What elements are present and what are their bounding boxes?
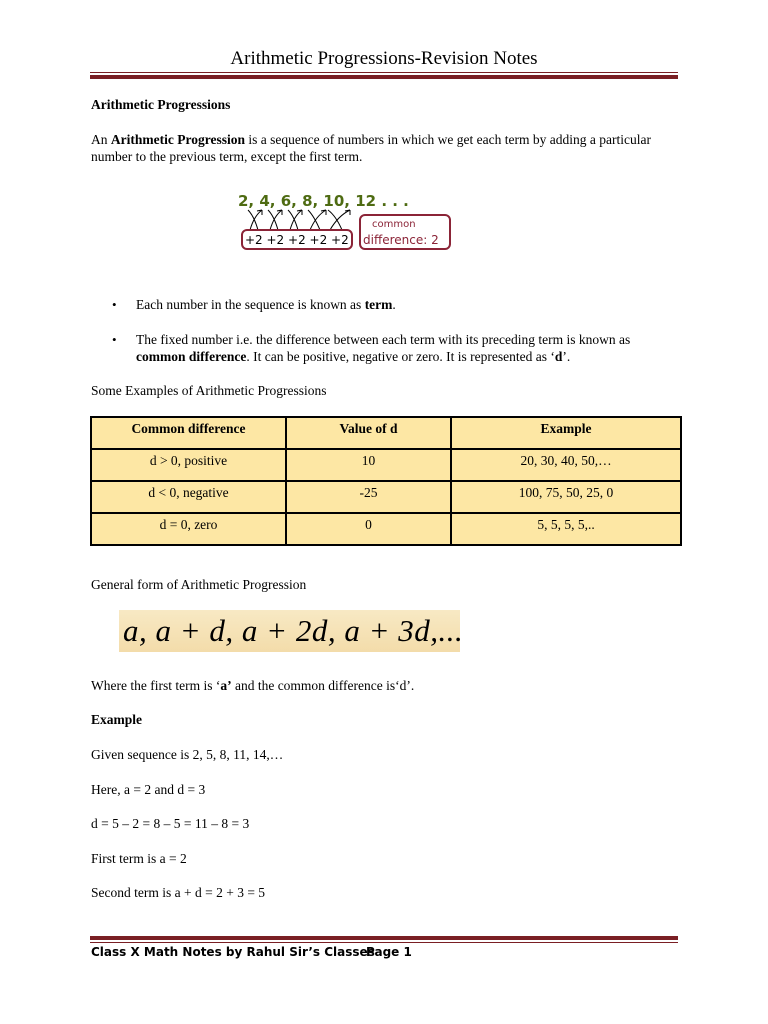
table-cell: 20, 30, 40, 50,… xyxy=(451,449,681,481)
footer-rule-thin xyxy=(90,942,678,943)
bullet-item-common-difference xyxy=(136,331,681,365)
bullet-bold: term xyxy=(364,297,393,312)
bullet-rest: . It can be positive, negative or zero. It is represented as ‘ xyxy=(246,349,555,364)
figure-box-top-text: common xyxy=(372,219,416,230)
bullet-end: . xyxy=(392,297,396,312)
bullet-marker: • xyxy=(112,332,117,347)
header-rule-thin xyxy=(90,72,678,73)
intro-prefix: An xyxy=(91,132,111,147)
table-cell: -25 xyxy=(286,481,451,513)
table-cell: d > 0, positive xyxy=(91,449,286,481)
table-cell: 5, 5, 5, 5,.. xyxy=(451,513,681,545)
table-row xyxy=(91,513,681,545)
bullet-line1: The fixed number i.e. the difference between each term with its preceding term is known as xyxy=(136,332,631,347)
table-cell: 10 xyxy=(286,449,451,481)
footer-rule-thick xyxy=(90,936,678,940)
figure-increments-text: +2 +2 +2 +2 +2 xyxy=(245,233,349,247)
bullet-text: Each number in the sequence is known as xyxy=(136,297,365,312)
table-header-cell: Common difference xyxy=(91,417,286,449)
general-form-heading: General form of Arithmetic Progression xyxy=(91,577,307,592)
header-rule-thick xyxy=(90,75,678,79)
table-header-cell: Value of d xyxy=(286,417,451,449)
where-rest: and the common difference is‘d’. xyxy=(231,678,415,693)
table-row xyxy=(91,481,681,513)
sequence-figure xyxy=(236,190,452,252)
bullet-marker: • xyxy=(112,297,117,312)
intro-bold-term: Arithmetic Progression xyxy=(110,132,245,147)
general-form-formula: a, a + d, a + 2d, a + 3d,... xyxy=(119,610,460,652)
bullet-bold: common difference xyxy=(136,349,247,364)
examples-table xyxy=(90,416,682,546)
figure-box-bottom-text: difference: 2 xyxy=(363,233,439,247)
example-line: Given sequence is 2, 5, 8, 11, 14,… xyxy=(91,747,284,762)
intro-line2: number to the previous term, except the first term. xyxy=(91,149,363,164)
bullet-item-term xyxy=(136,296,681,313)
table-cell: d = 0, zero xyxy=(91,513,286,545)
examples-heading: Some Examples of Arithmetic Progressions xyxy=(91,383,327,398)
intro-line1-rest: is a sequence of numbers in which we get each term by adding a particular xyxy=(244,132,651,147)
section-heading: Arithmetic Progressions xyxy=(91,97,231,112)
table-header-row xyxy=(91,417,681,449)
example-line: d = 5 – 2 = 8 – 5 = 11 – 8 = 3 xyxy=(91,816,250,831)
example-heading: Example xyxy=(91,712,143,727)
example-line: First term is a = 2 xyxy=(91,851,187,866)
figure-sequence-text: 2, 4, 6, 8, 10, 12 . . . xyxy=(238,192,409,210)
where-line xyxy=(91,677,414,694)
table-row xyxy=(91,449,681,481)
bullet-end: ’. xyxy=(562,349,571,364)
example-line: Here, a = 2 and d = 3 xyxy=(91,782,206,797)
table-header-cell: Example xyxy=(451,417,681,449)
page-title: Arithmetic Progressions-Revision Notes xyxy=(230,48,538,69)
where-prefix: Where the first term is ‘ xyxy=(91,678,221,693)
figure-arrows xyxy=(248,210,350,230)
example-line: Second term is a + d = 2 + 3 = 5 xyxy=(91,885,266,900)
table-cell: 100, 75, 50, 25, 0 xyxy=(451,481,681,513)
footer-credit: Class X Math Notes by Rahul Sir’s Classes xyxy=(91,945,375,959)
intro-paragraph xyxy=(91,131,681,165)
bullet-bold-d: d xyxy=(554,349,563,364)
where-bold: a’ xyxy=(220,678,232,693)
table-cell: d < 0, negative xyxy=(91,481,286,513)
footer-page-number: Page 1 xyxy=(366,945,412,959)
table-cell: 0 xyxy=(286,513,451,545)
